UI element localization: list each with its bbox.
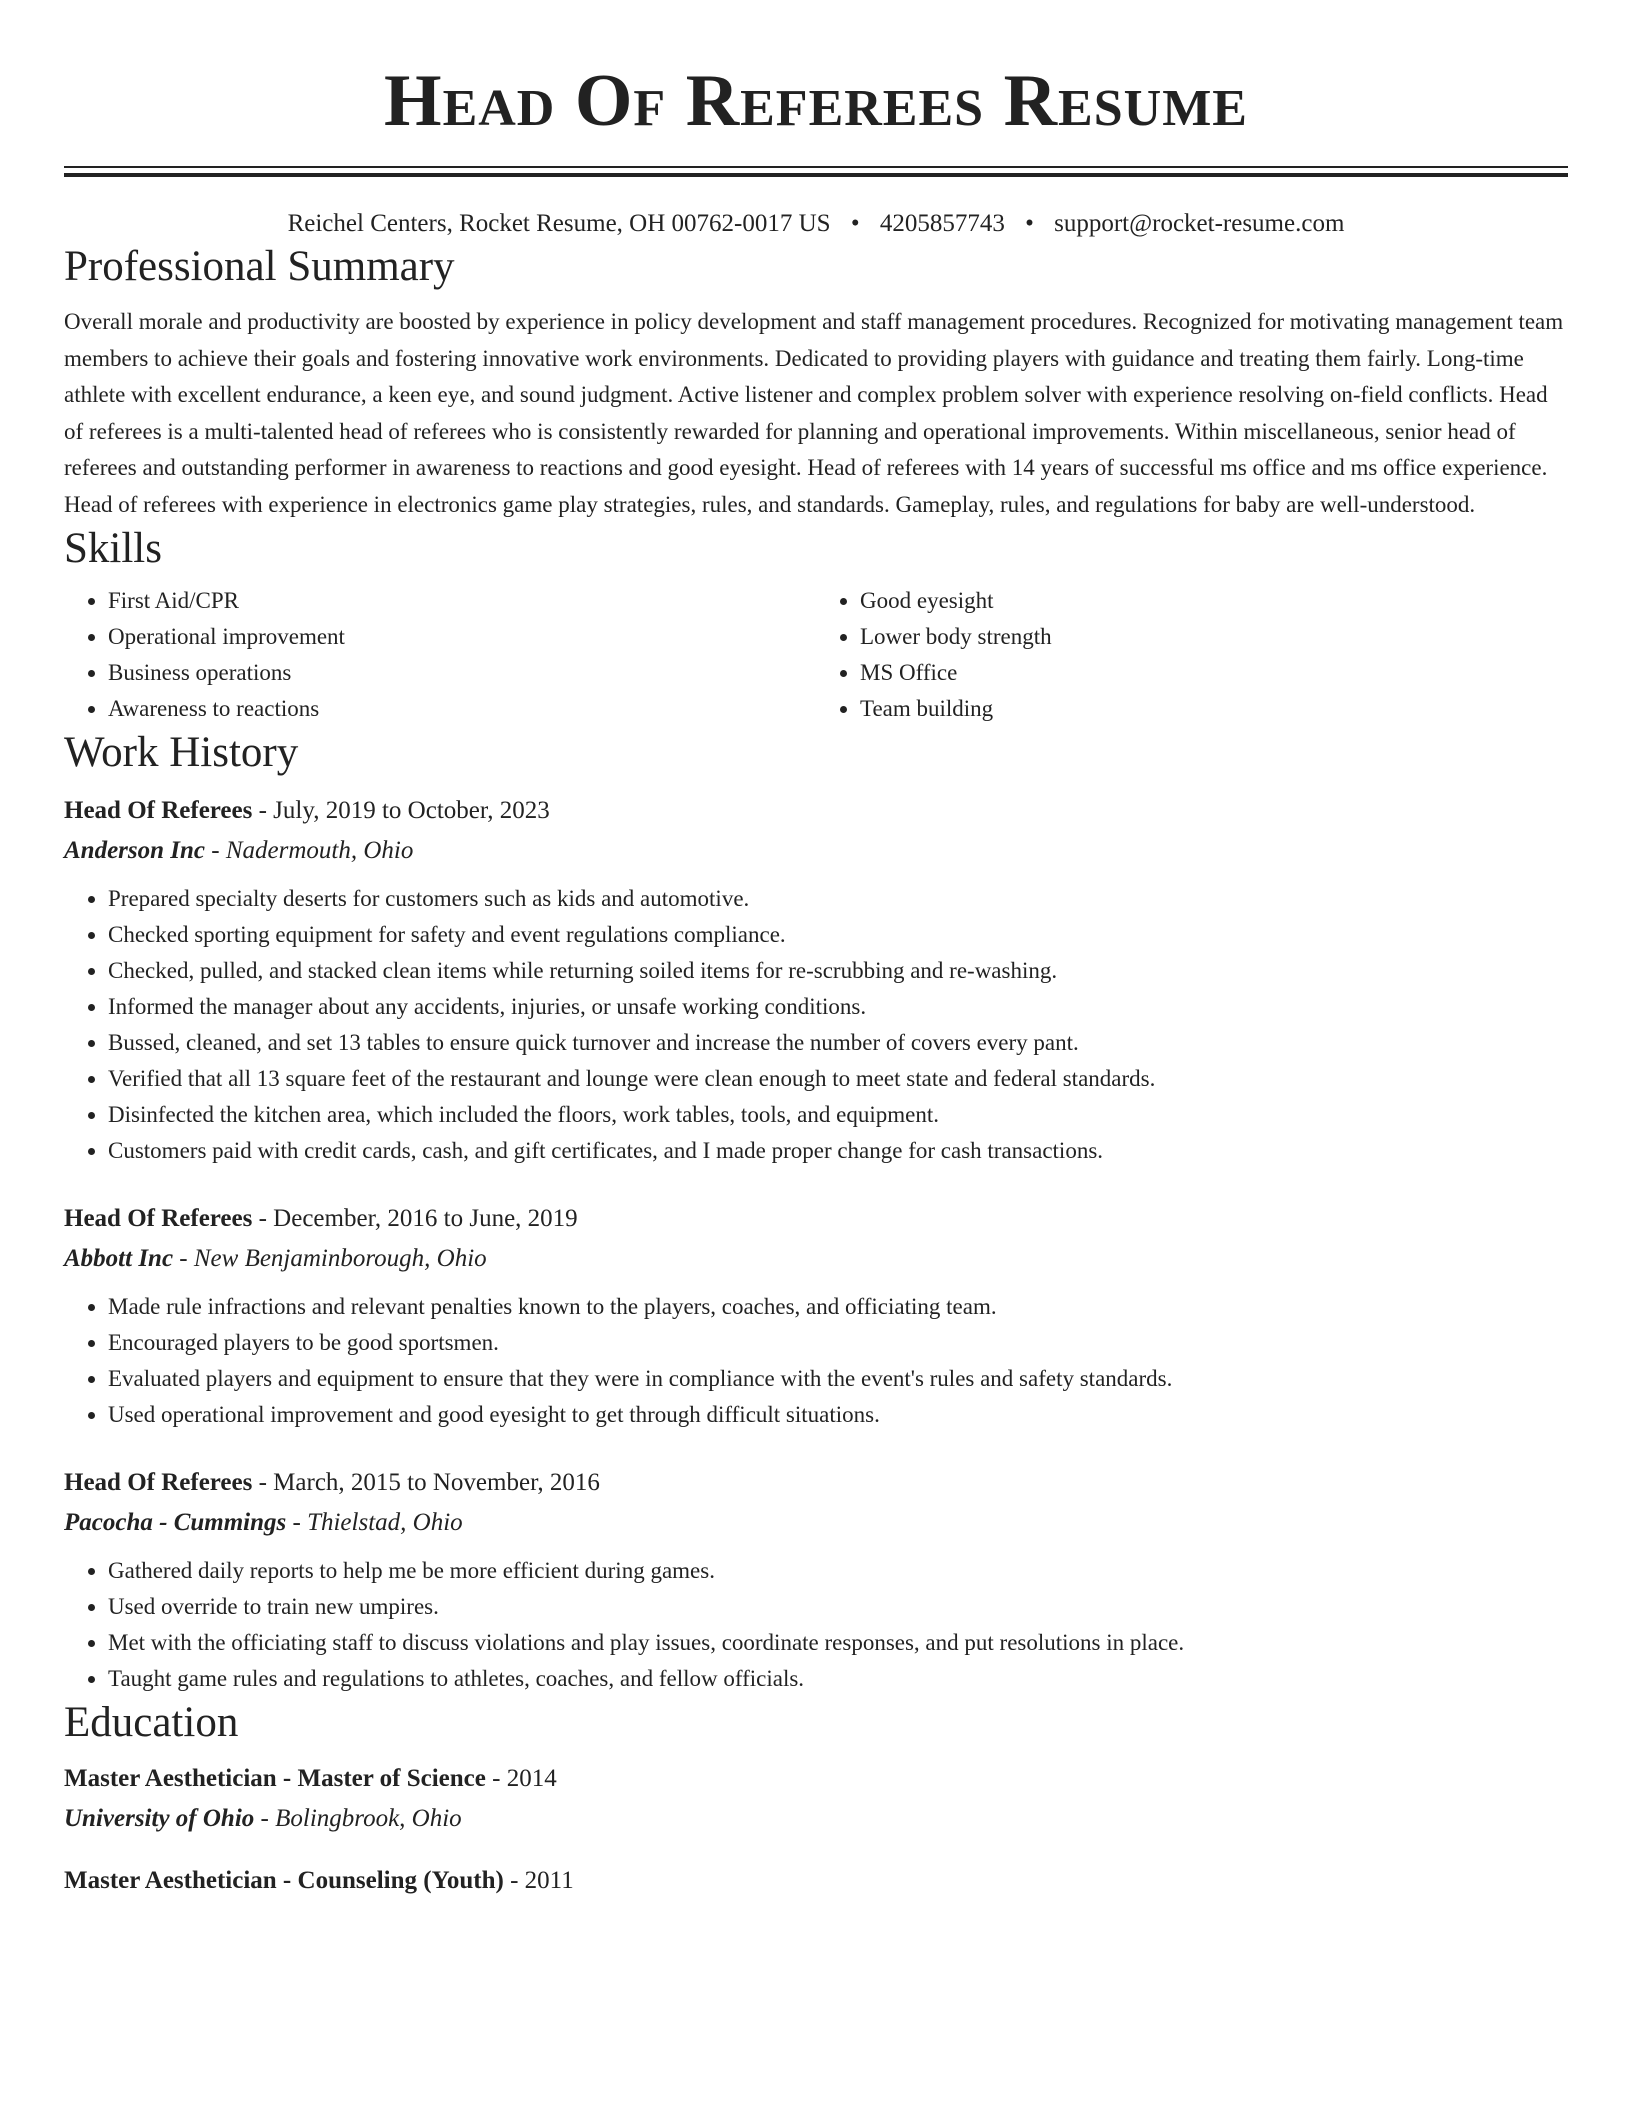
company-location: - Nadermouth, Ohio (205, 837, 414, 864)
duty-item: • Bussed, cleaned, and set 13 tables to ensure quick turnover and increase the number of covers every pant. (108, 1025, 1568, 1061)
duty-item: • Prepared specialty deserts for customers such as kids and automotive. (108, 881, 1568, 917)
job-entry (64, 791, 1568, 1169)
skills-column-right (816, 583, 1568, 727)
job-duties (64, 1553, 1568, 1697)
duty-item: • Checked sporting equipment for safety and event regulations compliance. (108, 917, 1568, 953)
work-history-heading: Work History (64, 729, 299, 776)
company-line (64, 1503, 1568, 1543)
job-entry (64, 1199, 1568, 1433)
title-divider (64, 166, 1568, 177)
job-title: Head Of Referees (64, 1469, 253, 1496)
job-title: Head Of Referees (64, 797, 253, 824)
duty-item: • Evaluated players and equipment to ensure that they were in compliance with the event's rules and safety standards. (108, 1361, 1568, 1397)
job-title-line (64, 791, 1568, 831)
contact-address: Reichel Centers, Rocket Resume, OH 00762-0017 US (287, 210, 831, 237)
contact-email: support@rocket-resume.com (1054, 210, 1345, 237)
school-location: - Bolingbrook, Ohio (254, 1805, 462, 1832)
company-location: - New Benjaminborough, Ohio (173, 1245, 487, 1272)
duty-item: • Checked, pulled, and stacked clean items while returning soiled items for re-scrubbing and re-washing. (108, 953, 1568, 989)
duty-item: • Informed the manager about any accidents, injuries, or unsafe working conditions. (108, 989, 1568, 1025)
skill-item: • Good eyesight (860, 583, 1568, 619)
school-line (64, 1799, 1568, 1839)
degree-line (64, 1759, 1568, 1799)
duty-item: • Used override to train new umpires. (108, 1589, 1568, 1625)
job-entry (64, 1463, 1568, 1697)
skill-item: • First Aid/CPR (108, 583, 816, 619)
education-entry (64, 1861, 1568, 1901)
duty-item: • Taught game rules and regulations to athletes, coaches, and fellow officials. (108, 1661, 1568, 1697)
job-title: Head Of Referees (64, 1205, 253, 1232)
job-dates: - December, 2016 to June, 2019 (252, 1205, 578, 1232)
skill-item: • Business operations (108, 655, 816, 691)
summary-heading: Professional Summary (64, 243, 455, 290)
duty-item: • Verified that all 13 square feet of the restaurant and lounge were clean enough to meet state and federal standards. (108, 1061, 1568, 1097)
skills-heading: Skills (64, 525, 162, 572)
resume-title: Head Of Referees Resume (384, 60, 1248, 142)
skill-item: • Operational improvement (108, 619, 816, 655)
degree-year: - 2011 (503, 1867, 574, 1894)
job-duties (64, 1289, 1568, 1433)
education-entry (64, 1759, 1568, 1839)
contact-line (64, 207, 1568, 241)
duty-item: • Used operational improvement and good eyesight to get through difficult situations. (108, 1397, 1568, 1433)
contact-phone: 4205857743 (879, 210, 1005, 237)
job-duties (64, 881, 1568, 1169)
duty-item: • Encouraged players to be good sportsmen. (108, 1325, 1568, 1361)
degree-year: - 2014 (485, 1765, 557, 1792)
school-name: University of Ohio (64, 1805, 255, 1832)
company-name: Anderson Inc (64, 837, 206, 864)
job-title-line (64, 1463, 1568, 1503)
duty-item: • Made rule infractions and relevant penalties known to the players, coaches, and officiating team. (108, 1289, 1568, 1325)
contact-separator: • (850, 210, 860, 237)
company-line (64, 831, 1568, 871)
job-title-line (64, 1199, 1568, 1239)
skills-list (64, 583, 1568, 727)
summary-text: Overall morale and productivity are boosted by experience in policy development and staff management procedures. Recognized for motivating management team members to achieve their goals and fostering innovative work environments. Dedicated to providing players with guidance and treating them fairly. Long-time athlete with excellent endurance, a keen eye, and sound judgment. Active listener and complex problem solver with experience resolving on-field conflicts. Head of referees is a multi-talented head of referees who is consistently rewarded for planning and operational improvements. Within miscellaneous, senior head of referees and outstanding performer in awareness to reactions and good eyesight. Head of referees with 14 years of successful ms office and ms office experience. Head of referees with experience in electronics game play strategies, rules, and standards. Gameplay, rules, and regulations for baby are well-understood. (64, 309, 1564, 517)
contact-separator: • (1025, 210, 1034, 237)
duty-item: • Gathered daily reports to help me be more efficient during games. (108, 1553, 1568, 1589)
education-heading: Education (64, 1699, 239, 1746)
skill-item: • MS Office (860, 655, 1568, 691)
degree-name: Master Aesthetician - Master of Science (64, 1765, 486, 1792)
degree-line (64, 1861, 1568, 1901)
duty-item: • Customers paid with credit cards, cash, and gift certificates, and I made proper change for cash transactions. (108, 1133, 1568, 1169)
skills-column-left (64, 583, 816, 727)
duty-item: • Disinfected the kitchen area, which included the floors, work tables, tools, and equipment. (108, 1097, 1568, 1133)
company-location: - Thielstad, Ohio (286, 1509, 463, 1536)
company-name: Abbott Inc (64, 1245, 174, 1272)
job-dates: - July, 2019 to October, 2023 (252, 797, 550, 824)
degree-name: Master Aesthetician - Counseling (Youth) (64, 1867, 504, 1894)
company-line (64, 1239, 1568, 1279)
skill-item: • Lower body strength (860, 619, 1568, 655)
company-name: Pacocha - Cummings (64, 1509, 287, 1536)
skill-item: • Team building (860, 691, 1568, 727)
job-dates: - March, 2015 to November, 2016 (252, 1469, 600, 1496)
skill-item: • Awareness to reactions (108, 691, 816, 727)
duty-item: • Met with the officiating staff to discuss violations and play issues, coordinate responses, and put resolutions in place. (108, 1625, 1568, 1661)
